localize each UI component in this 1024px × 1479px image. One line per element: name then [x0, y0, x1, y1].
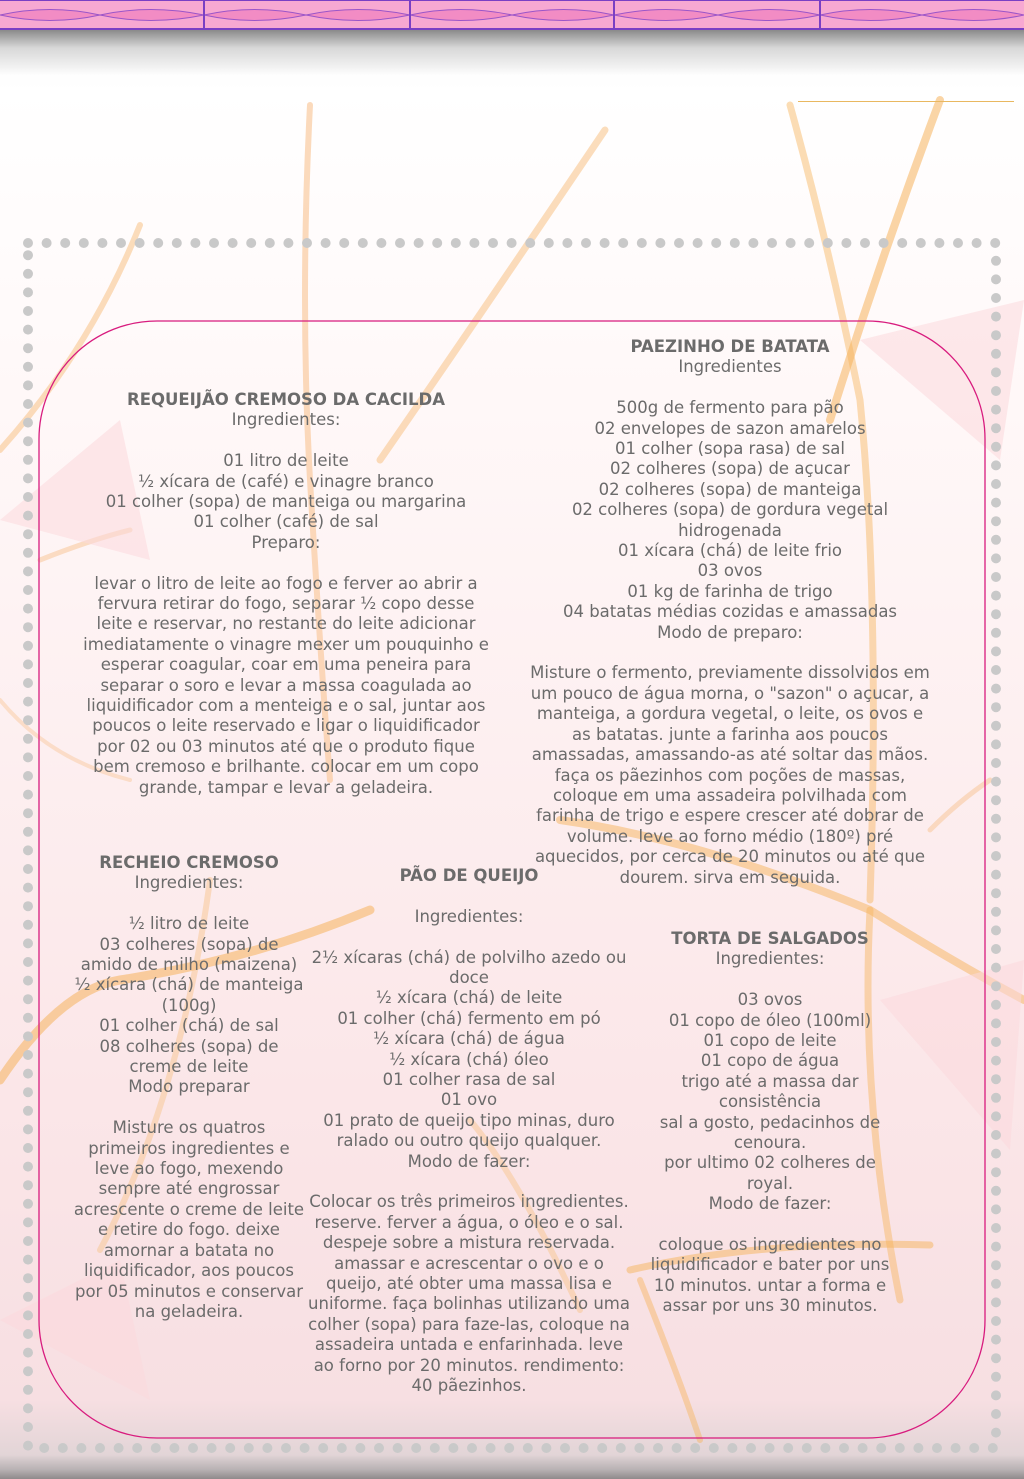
- ingredient-item: por ultimo 02 colheres de royal.: [664, 1153, 876, 1193]
- ingredients-list: [308, 948, 630, 1152]
- ingredient-item: 500g de fermento para pão: [616, 398, 844, 418]
- recipe-requeijao-cremoso: [82, 390, 490, 798]
- method-label: Modo de preparo:: [657, 622, 803, 642]
- ingredient-item: ½ xícara (chá) óleo: [389, 1049, 549, 1069]
- ingredient-item: ½ xícara (chá) de água: [373, 1029, 565, 1049]
- ingredient-item: ½ xícara (chá) de leite: [375, 988, 563, 1008]
- method-text: Colocar os três primeiros ingredientes. reserve. ferver a água, o óleo e o sal. despeje sobre a mistura reservada. amassar e acrescentar o ovo e o queijo, até obter uma massa lisa e uniforme. faça bolinhas utilizando uma colher (sopa) para faze-las, coloque na assadeira untada e enfarinhada. leve ao forno por 20 minutos. rendimento: 40 pãezinhos.: [308, 1192, 630, 1396]
- method-text: Misture os quatros primeiros ingredientes e leve ao fogo, mexendo sempre até engrossar acrescente o creme de leite e retire do fogo. deixe amornar a batata no liquidificador, aos poucos por 05 minutos e conservar na geladeira.: [73, 1118, 305, 1321]
- ingredients-label: Ingredientes:: [715, 949, 825, 969]
- ingredient-item: 01 prato de queijo tipo minas, duro ralado ou outro queijo qualquer.: [323, 1110, 615, 1151]
- ingredient-item: sal a gosto, pedacinhos de cenoura.: [659, 1112, 881, 1153]
- ingredient-item: 01 ovo: [440, 1090, 498, 1110]
- ingredient-item: 01 copo de leite: [703, 1031, 837, 1051]
- ingredient-item: 01 colher (chá) fermento em pó: [337, 1008, 601, 1028]
- method-text: coloque os ingredientes no liquidificador e bater por uns 10 minutos. untar a forma e: [650, 1235, 890, 1295]
- ingredients-label: Ingredientes:: [231, 410, 341, 430]
- ingredient-item: 08 colheres (sopa) de creme de leite: [99, 1036, 279, 1077]
- ingredient-item: 02 colheres (sopa) de açucar: [610, 459, 850, 479]
- ingredient-item: 03 ovos: [697, 561, 763, 581]
- ingredient-item: 02 colheres (sopa) de manteiga: [598, 479, 862, 499]
- recipe-pao-de-queijo: [308, 866, 630, 1397]
- method-text: levar o litro de leite ao fogo e ferver ao abrir a fervura retirar do fogo, separar ½ copo desse leite e reservar, no restante do leite adicionar imediatamente o vinagre mexer um pouquinho e esperar coagular, coar em uma peneira para separar o soro e levar a massa coagulada ao liquidificador com a menteiga e o sal, juntar aos poucos o leite reservado e ligar o liquidificador por 02 ou 03 minutos até que o produto fique bem cremoso e brilhante. colocar em um copo grande, tampar e levar a geladeira.: [83, 573, 489, 797]
- ingredients-list: [82, 451, 490, 533]
- ingredients-label: Ingredientes: [678, 357, 782, 377]
- ingredient-item: 02 envelopes de sazon amarelos: [594, 418, 866, 438]
- method-text-end: assar por uns 30 minutos.: [662, 1296, 878, 1316]
- method-label: Modo preparar: [128, 1077, 250, 1097]
- recipe-torta-de-salgados: [640, 929, 900, 1317]
- recipe-recheio-cremoso: [72, 853, 306, 1322]
- ingredient-item: 01 kg de farinha de trigo: [627, 581, 833, 601]
- ingredient-item: trigo até a massa dar consistência: [681, 1071, 859, 1112]
- ingredients-list: [72, 914, 306, 1077]
- recipe-title: REQUEIJÃO CREMOSO DA CACILDA: [127, 390, 445, 409]
- recipe-title: RECHEIO CREMOSO: [99, 853, 279, 872]
- method-label: Preparo:: [251, 532, 321, 552]
- ingredient-item: 04 batatas médias cozidas e amassadas: [562, 602, 898, 622]
- ingredient-item: 01 colher (sopa) de manteiga ou margarina: [105, 492, 467, 512]
- ingredient-item: 01 copo de água: [700, 1051, 840, 1071]
- ingredient-item: 01 litro de leite: [223, 451, 349, 471]
- ingredients-list: [525, 398, 935, 622]
- ingredients-label: Ingredientes:: [414, 906, 524, 926]
- ingredient-item: 01 colher (sopa rasa) de sal: [614, 439, 846, 459]
- method-label: Modo de fazer:: [407, 1151, 531, 1171]
- ingredient-item: 2½ xícaras (chá) de polvilho azedo ou doce: [311, 947, 627, 987]
- ingredients-list: [640, 990, 900, 1194]
- method-label: Modo de fazer:: [708, 1194, 832, 1214]
- recipe-title: PAEZINHO DE BATATA: [630, 337, 830, 356]
- ingredient-item: 01 colher (chá) de sal: [99, 1016, 279, 1036]
- ingredient-item: ½ xícara de (café) e vinagre branco: [138, 471, 434, 491]
- ingredient-item: 01 copo de óleo (100ml): [668, 1010, 872, 1030]
- ingredient-item: 03 ovos: [737, 990, 803, 1010]
- bottom-shadow: [0, 1455, 1024, 1479]
- ingredient-item: 01 colher rasa de sal: [382, 1070, 556, 1090]
- ingredient-item: ½ litro de leite: [128, 914, 250, 934]
- ingredient-item: 02 colheres (sopa) de gordura vegetal hidrogenada: [571, 500, 889, 540]
- method-text: Misture o fermento, previamente dissolvidos em um pouco de água morna, o "sazon" o açucar, a manteiga, a gordura vegetal, o leite, os ovos e as batatas. junte a farinha aos poucos amassadas, amassando-as até soltar das mãos. faça os pãezinhos com poções de massas, coloque em uma assadeira polvilhada com farinha de trigo e espere crescer até dobrar de volume. leve ao forno médio (180º) pré aquecidos, por cerca de 20 minutos ou até que dourem. sirva em seguida.: [530, 663, 930, 887]
- ingredient-item: ½ xícara (chá) de manteiga (100g): [74, 975, 304, 1015]
- ingredients-label: Ingredientes:: [134, 873, 244, 893]
- recipe-title: PÃO DE QUEIJO: [399, 866, 539, 885]
- ingredient-item: 01 colher (café) de sal: [193, 512, 379, 532]
- ingredient-item: 03 colheres (sopa) de amido de milho (maizena): [80, 934, 298, 975]
- recipe-title: TORTA DE SALGADOS: [671, 929, 869, 948]
- ingredient-item: 01 xícara (chá) de leite frio: [618, 541, 842, 561]
- recipe-paezinho-de-batata: [525, 337, 935, 888]
